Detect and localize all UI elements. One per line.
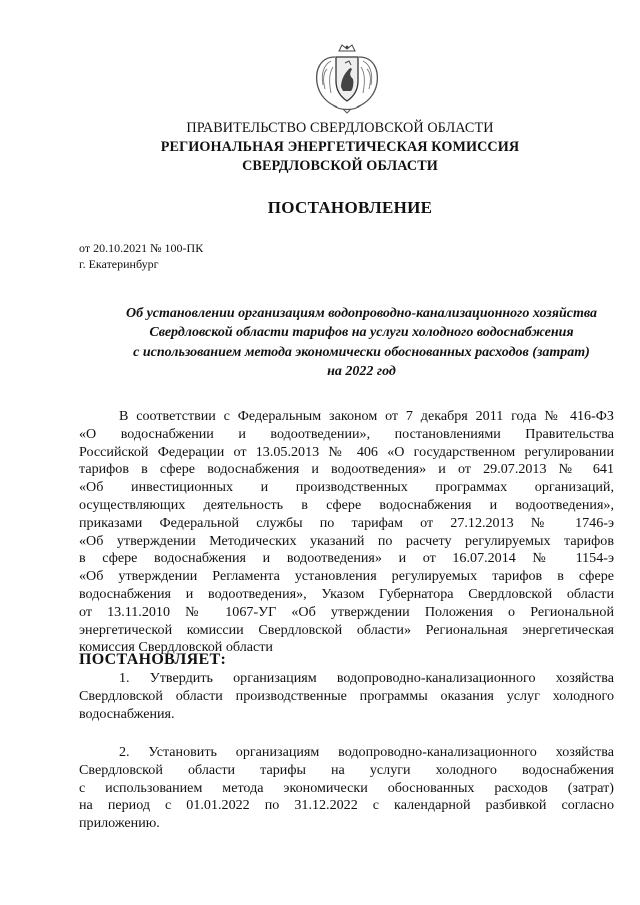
text-line: В соответствии с Федеральным законом от 7 декабря 2011 года № 416-ФЗ: [119, 408, 614, 424]
item-2-paragraph: [79, 744, 614, 833]
subject-line: на 2022 год: [327, 363, 396, 379]
document-subject: [79, 304, 640, 381]
commission-name: РЕГИОНАЛЬНАЯ ЭНЕРГЕТИЧЕСКАЯ КОМИССИЯ: [160, 139, 520, 155]
subject-line: Свердловской области тарифов на услуги холодного водоснабжения: [149, 325, 574, 341]
text-line: приказами Федеральной службы по тарифам от 27.12.2013 № 1746-э: [79, 514, 614, 531]
text-line: энергетической комиссии Свердловской области» Региональная энергетическая: [79, 621, 614, 638]
document-date-number: от 20.10.2021 № 100-ПК: [79, 241, 204, 255]
text-line: «Об утверждении Методических указаний по расчету регулируемых тарифов: [79, 532, 614, 549]
subject-line: с использованием метода экономически обоснованных расходов (затрат): [133, 344, 590, 360]
text-line: «Об инвестиционных и производственных программах организаций,: [79, 479, 614, 496]
text-line: водоснабжения.: [79, 705, 175, 722]
text-line: водоснабжения и водоотведения», Указом Губернатора Свердловской области: [79, 585, 614, 602]
document-type-title: ПОСТАНОВЛЕНИЕ: [267, 198, 433, 217]
text-line: 1. Утвердить организациям водопроводно-канализационного хозяйства: [119, 670, 614, 686]
decree-word: ПОСТАНОВЛЯЕТ:: [79, 651, 227, 668]
text-line: «О водоснабжении и водоотведении», постановлениями Правительства: [79, 425, 614, 442]
preamble-paragraph: [79, 408, 614, 657]
text-line: комиссия Свердловской области: [79, 639, 273, 656]
commission-region: СВЕРДЛОВСКОЙ ОБЛАСТИ: [242, 158, 438, 174]
government-name: ПРАВИТЕЛЬСТВО СВЕРДЛОВСКОЙ ОБЛАСТИ: [186, 120, 494, 136]
text-line: Российской Федерации от 13.05.2013 № 406 «О государственном регулировании: [79, 443, 614, 460]
text-line: приложению.: [79, 815, 160, 832]
document-city: г. Екатеринбург: [79, 257, 159, 271]
text-line: тарифов в сфере водоснабжения и водоотведения» и от 29.07.2013 № 641: [79, 461, 614, 478]
text-line: Свердловской области производственные программы оказания услуг холодного: [79, 687, 614, 704]
item-1-paragraph: [79, 670, 614, 723]
coat-of-arms-icon: [309, 43, 385, 115]
subject-line: Об установлении организациям водопроводно-канализационного хозяйства: [125, 306, 598, 321]
text-line: с использованием метода экономически обоснованных расходов (затрат): [79, 779, 614, 796]
text-line: в сфере водоснабжения и водоотведения» и от 16.07.2014 № 1154-э: [79, 550, 614, 567]
text-line: на период с 01.01.2022 по 31.12.2022 с календарной разбивкой согласно: [79, 797, 614, 814]
text-line: Свердловской области тарифы на услуги холодного водоснабжения: [79, 761, 614, 778]
text-line: от 13.11.2010 № 1067-УГ «Об утверждении Положения о Региональной: [79, 603, 614, 620]
text-line: осуществляющих деятельность в сфере водоснабжения и водоотведения»,: [79, 496, 614, 513]
text-line: 2. Установить организациям водопроводно-канализационного хозяйства: [119, 744, 614, 760]
text-line: «Об утверждении Регламента установления регулируемых тарифов в сфере: [79, 568, 614, 585]
